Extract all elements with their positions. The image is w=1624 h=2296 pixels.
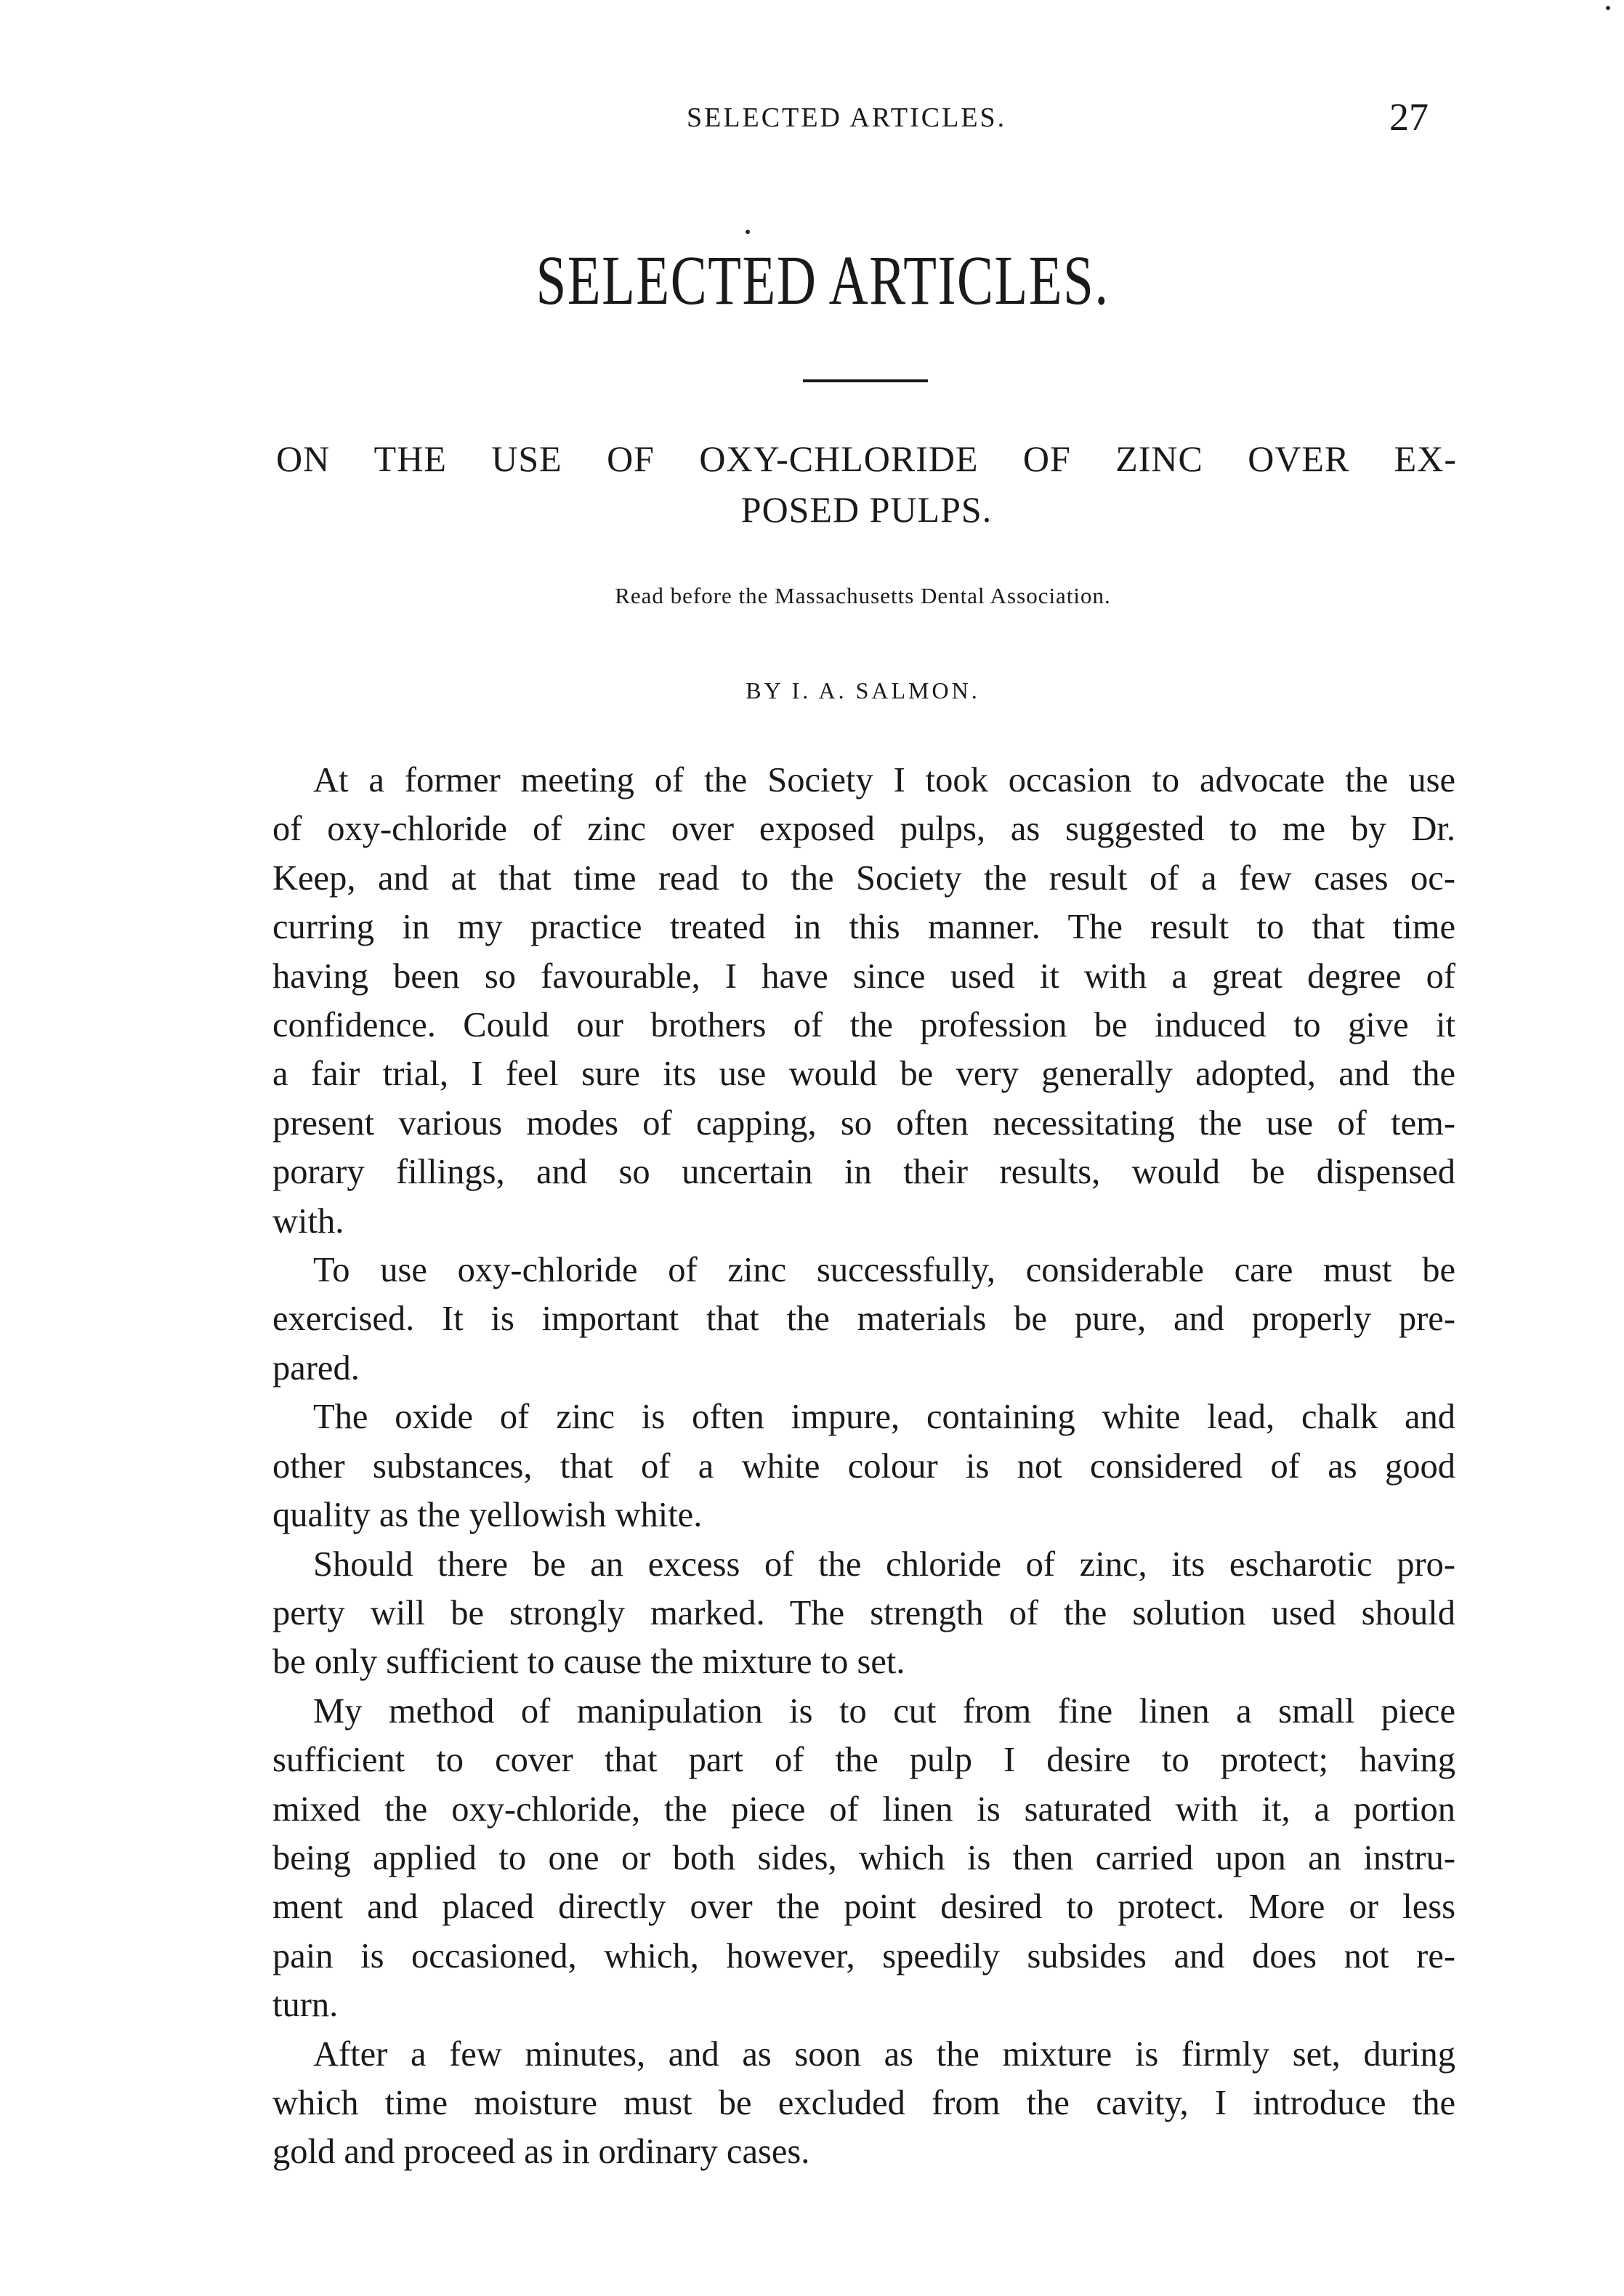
text-line: Should there be an excess of the chloride of zinc, its escharotic pro- bbox=[313, 1544, 1455, 1584]
text-line: To use oxy-chloride of zinc successfully, considerable care must be bbox=[313, 1251, 1455, 1290]
text-line: sufficient to cover that part of the pulp I desire to protect; having bbox=[272, 1741, 1455, 1780]
running-head bbox=[0, 95, 1624, 145]
paragraph bbox=[272, 1687, 1455, 2030]
paragraph bbox=[272, 756, 1455, 1246]
article-byline: BY I. A. SALMON. bbox=[746, 677, 980, 704]
text-line: quality as the yellowish white. bbox=[272, 1496, 703, 1535]
text-line: My method of manipulation is to cut from fine linen a small piece bbox=[313, 1691, 1455, 1731]
text-line: gold and proceed as in ordinary cases. bbox=[272, 2132, 810, 2172]
article-subtitle: Read before the Massachusetts Dental Association. bbox=[615, 583, 1111, 608]
title-divider-rule bbox=[803, 379, 928, 382]
text-line: curring in my practice treated in this manner. The result to that time bbox=[272, 908, 1455, 947]
running-head-title: SELECTED ARTICLES. bbox=[687, 102, 1007, 133]
text-line: At a former meeting of the Society I took occasion to advocate the use bbox=[313, 761, 1455, 799]
text-line: After a few minutes, and as soon as the mixture is firmly set, during bbox=[313, 2034, 1455, 2074]
text-line: be only sufficient to cause the mixture to set. bbox=[272, 1643, 905, 1682]
text-line: turn. bbox=[272, 1986, 339, 2025]
text-line: confidence. Could our brothers of the profession be induced to give it bbox=[272, 1006, 1455, 1045]
text-line: porary fillings, and so uncertain in their results, would be dispensed bbox=[272, 1153, 1455, 1192]
paragraph bbox=[272, 2030, 1455, 2177]
article-body bbox=[272, 756, 1455, 2177]
text-line: which time moisture must be excluded from the cavity, I introduce the bbox=[272, 2083, 1455, 2122]
text-line: mixed the oxy-chloride, the piece of linen is saturated with it, a portion bbox=[272, 1789, 1455, 1829]
article-title-line: POSED PULPS. bbox=[740, 489, 993, 530]
text-line: other substances, that of a white colour is not considered of as good bbox=[272, 1446, 1455, 1486]
text-line: pared. bbox=[272, 1348, 360, 1387]
text-line: a fair trial, I feel sure its use would be very generally adopted, and the bbox=[272, 1055, 1455, 1094]
paragraph bbox=[272, 1393, 1455, 1539]
article-title bbox=[276, 433, 1457, 535]
article-title-line: ON THE USE OF OXY-CHLORIDE OF ZINC OVER EX- bbox=[276, 438, 1457, 479]
text-line: being applied to one or both sides, which is then carried upon an instru- bbox=[272, 1838, 1455, 1877]
paragraph bbox=[272, 1540, 1455, 1687]
text-line: of oxy-chloride of zinc over exposed pulps, as suggested to me by Dr. bbox=[272, 810, 1455, 849]
page-number: 27 bbox=[1389, 95, 1429, 139]
text-line: ment and placed directly over the point desired to protect. More or less bbox=[272, 1888, 1455, 1927]
ink-dot bbox=[746, 230, 750, 234]
section-title: SELECTED ARTICLES. bbox=[536, 241, 1110, 319]
text-line: with. bbox=[272, 1201, 344, 1241]
text-line: pain is occasioned, which, however, speedily subsides and does not re- bbox=[272, 1936, 1455, 1975]
text-line: The oxide of zinc is often impure, containing white lead, chalk and bbox=[313, 1398, 1455, 1437]
text-line: exercised. It is important that the materials be pure, and properly pre- bbox=[272, 1300, 1455, 1339]
text-line: having been so favourable, I have since used it with a great degree of bbox=[272, 956, 1455, 996]
text-line: perty will be strongly marked. The strength of the solution used should bbox=[272, 1593, 1455, 1632]
text-line: present various modes of capping, so often necessitating the use of tem- bbox=[272, 1103, 1455, 1143]
text-line: Keep, and at that time read to the Society the result of a few cases oc- bbox=[272, 858, 1455, 898]
paragraph bbox=[272, 1246, 1455, 1393]
corner-ink-mark bbox=[1606, 6, 1610, 10]
